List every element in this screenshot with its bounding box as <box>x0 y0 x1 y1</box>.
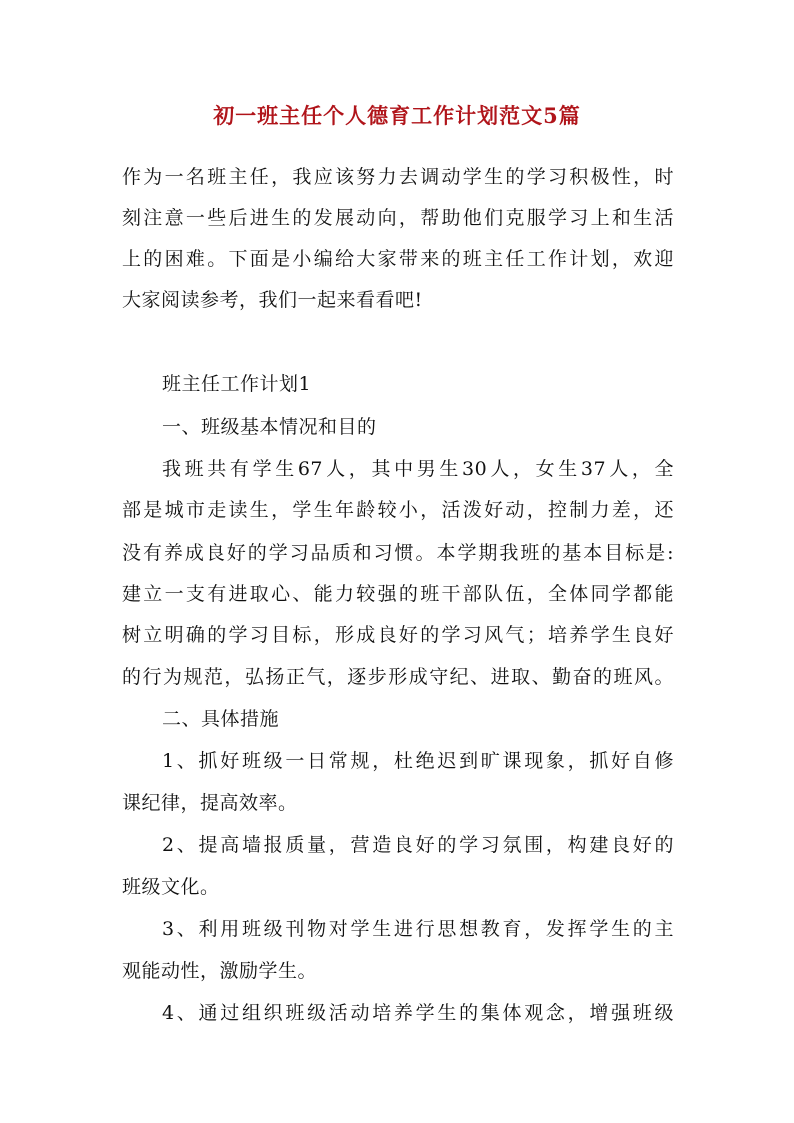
paragraph-line: 的行为规范，弘扬正气，逐步形成守纪、进取、勤奋的班风。 <box>122 666 674 688</box>
paragraph-line: 我班共有学生67人，其中男生30人，女生37人，全 <box>162 458 674 480</box>
intro-line: 上的困难。下面是小编给大家带来的班主任工作计划，欢迎 <box>122 248 674 270</box>
document-title: 初一班主任个人德育工作计划范文5篇 <box>213 103 581 128</box>
measure-line: 观能动性，激励学生。 <box>122 960 318 982</box>
measure-line: 班级文化。 <box>122 876 220 898</box>
intro-line: 刻注意一些后进生的发展动向，帮助他们克服学习上和生活 <box>122 207 674 229</box>
paragraph-line: 树立明确的学习目标，形成良好的学习风气；培养学生良好 <box>122 624 674 646</box>
measure-line: 3、利用班级刊物对学生进行思想教育，发挥学生的主 <box>162 918 674 940</box>
measure-line: 1、抓好班级一日常规，杜绝迟到旷课现象，抓好自修 <box>162 750 674 772</box>
intro-line: 大家阅读参考，我们一起来看看吧! <box>122 289 423 311</box>
measure-line: 2、提高墙报质量，营造良好的学习氛围，构建良好的 <box>162 834 674 856</box>
measure-line: 课纪律，提高效率。 <box>122 792 298 814</box>
intro-line: 作为一名班主任，我应该努力去调动学生的学习积极性，时 <box>122 166 674 188</box>
paragraph-line: 没有养成良好的学习品质和习惯。本学期我班的基本目标是: <box>122 542 674 564</box>
measure-line: 4、通过组织班级活动培养学生的集体观念，增强班级 <box>162 1002 674 1024</box>
section-heading: 班主任工作计划1 <box>162 373 312 395</box>
paragraph-line: 建立一支有进取心、能力较强的班干部队伍，全体同学都能 <box>122 583 674 605</box>
part1-heading: 一、班级基本情况和目的 <box>162 416 377 438</box>
paragraph-line: 部是城市走读生，学生年龄较小，活泼好动，控制力差，还 <box>122 499 674 521</box>
part2-heading: 二、具体措施 <box>162 708 280 730</box>
